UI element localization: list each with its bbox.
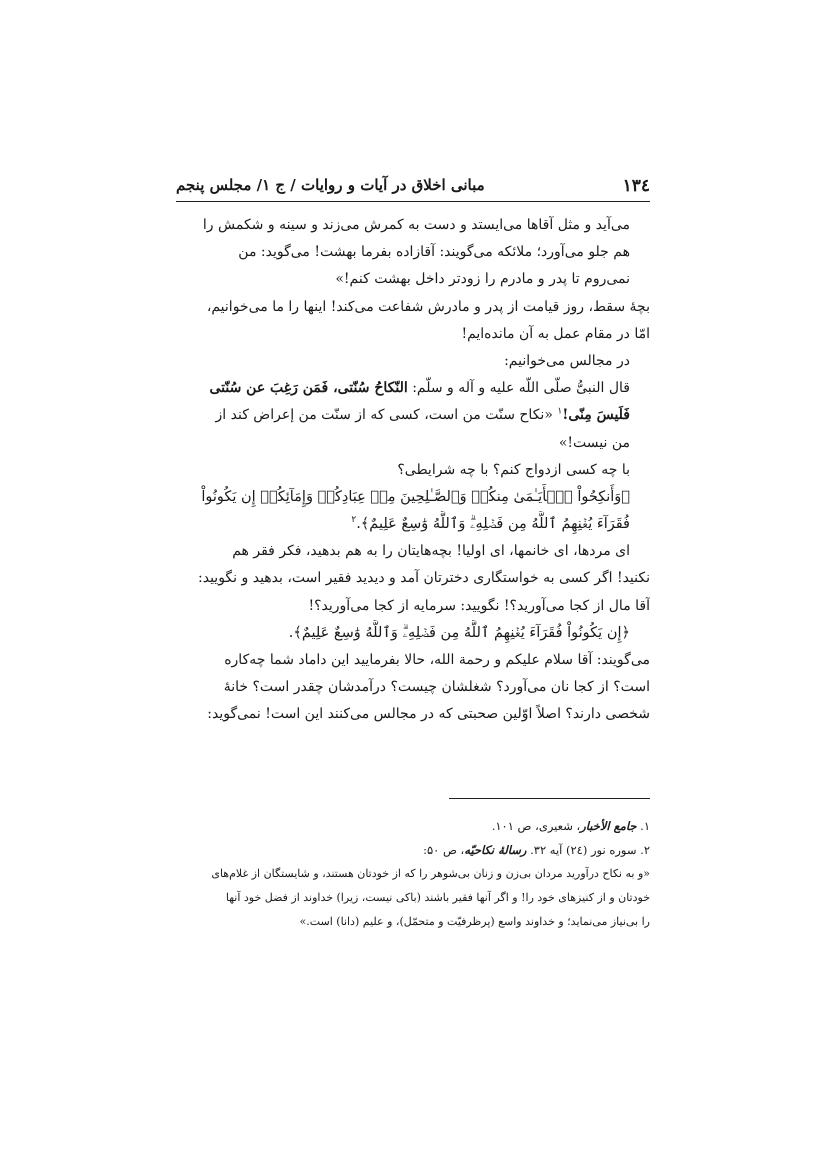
footnote-source-detail: ، شعیری، ص ۱۰۱. bbox=[491, 819, 581, 833]
body-text bbox=[176, 212, 650, 729]
footnote-prefix: ۲. سوره نور (۲٤) آیه ۳۲. bbox=[530, 843, 650, 857]
quran-verse: ﴿إِن یَكُونُواْ فُقَرَآءَ یُغۡنِهِمُ ٱللَّهُ مِن فَضۡلِهِۦۗ وَٱللَّهُ وَٰسِعٌ عَلِیمٌ﴾. bbox=[288, 624, 630, 641]
footnote-divider bbox=[449, 798, 650, 799]
footnote-2-translation bbox=[176, 862, 650, 934]
footnote-number: ۱. bbox=[640, 819, 650, 833]
body-line: نکنید! اگر کسی به خواستگاری دخترتان آمد و دیدید فقیر است، بدهید و نگویید: bbox=[198, 570, 650, 587]
hadith-text: فَلَیسَ مِنّی! bbox=[562, 407, 630, 424]
page-header bbox=[176, 176, 650, 198]
body-line: هم جلو می‌آورد؛ ملائکه می‌گویند: آقازاده بفرما بهشت! می‌گوید: من bbox=[238, 244, 630, 261]
footnote-ref[interactable]: ۱ bbox=[557, 406, 563, 417]
body-line: آقا مال از کجا می‌آورید؟! نگویید: سرمایه از کجا می‌آورید؟! bbox=[308, 597, 650, 614]
body-line: می‌آید و مثل آقاها می‌ایستد و دست به کمرش می‌زند و سینه و شکمش را bbox=[202, 217, 630, 233]
footnote-line: را بی‌نیاز می‌نماید؛ و خداوند واسع (پرظرفیّت و متحمّل)، و علیم (دانا) است.» bbox=[299, 915, 650, 928]
footnote-source-title: جامع الأخبار bbox=[580, 819, 637, 833]
body-line: می‌گویند: آقا سلام علیکم و رحمة الله، حالا بفرمایید این داماد شما چه‌کاره bbox=[224, 652, 650, 668]
header-divider bbox=[176, 201, 650, 202]
hadith-translation: «نکاح سنّت من است، کسی که از سنّت من إعراض کند از bbox=[215, 407, 553, 424]
body-line: شخصی دارند؟ اصلاً اوّلین صحبتی که در مجالس می‌کنند این است! نمی‌گوید: bbox=[207, 706, 650, 723]
running-title: مبانی اخلاق در آیات و روایات / ج ۱/ مجلس پنجم bbox=[176, 176, 485, 194]
hadith-line bbox=[176, 402, 650, 429]
quran-verse: ﴿وَأَنكِحُواْ ٱلۡأَیَـٰمَىٰ مِنكُمۡ وَٱلصَّـٰلِحِینَ مِنۡ عِبَادِكُمۡ وَإِمَآئِكُمۡ إِن یَكُونُواْ bbox=[201, 488, 630, 505]
hadith-line bbox=[176, 375, 650, 402]
footnote-source-title: رسالهٔ نکاحیّه bbox=[464, 843, 527, 857]
hadith-intro: قال النبیُّ صلّی اللّه علیه و آله و سلّم: bbox=[412, 380, 630, 397]
body-line: نمی‌روم تا پدر و مادرم را زودتر داخل بهشت کنم!» bbox=[335, 271, 630, 288]
body-line: من نیست!» bbox=[558, 434, 630, 451]
footnote-line: خودتان و از کنیزهای خود را! و اگر آنها فقیر باشند (باکی نیست، زیرا) خداوند از فضل خود آنها bbox=[225, 891, 650, 904]
footnote-source-detail: ، ص ۵۰: bbox=[423, 843, 465, 857]
footnote-2 bbox=[176, 838, 650, 862]
quran-verse-text: فُقَرَآءَ یُغۡنِهِمُ ٱللَّهُ مِن فَضۡلِهِۦۗ وَٱللَّهُ وَٰسِعٌ عَلِیمٌ﴾. bbox=[356, 516, 630, 533]
body-line: بچهٔ سقط، روز قیامت از پدر و مادرش شفاعت می‌کند! اینها را ما می‌خوانیم، bbox=[206, 298, 650, 315]
quran-verse bbox=[176, 511, 650, 538]
page-number: ۱۳٤ bbox=[622, 176, 650, 196]
hadith-text: النّکاحُ سُنّتی، فَمَن رَغِبَ عن سُنّتی bbox=[209, 380, 408, 397]
footnote-line: «و به نکاح درآورید مردان بی‌زن و زنان بی‌شوهر را که از خودتان هستند، و شایستگان از غلام‌های bbox=[211, 867, 650, 880]
body-line: در مجالس می‌خوانیم: bbox=[504, 352, 630, 369]
footnote-ref[interactable]: ۲ bbox=[351, 515, 357, 526]
footnotes bbox=[176, 814, 650, 934]
footnote-1 bbox=[176, 814, 650, 838]
body-line: است؟ از کجا نان می‌آورد؟ شغلشان چیست؟ درآمدشان چقدر است؟ خانهٔ bbox=[223, 679, 650, 696]
body-line: ای مردها، ای خانمها، ای اولیا! بچه‌هایتان را به هم بدهید، فکر فقر هم bbox=[232, 543, 630, 560]
body-line: امّا در مقام عمل به آن مانده‌ایم! bbox=[461, 325, 650, 342]
body-line: با چه کسی ازدواج کنم؟ با چه شرایطی؟ bbox=[397, 461, 630, 478]
